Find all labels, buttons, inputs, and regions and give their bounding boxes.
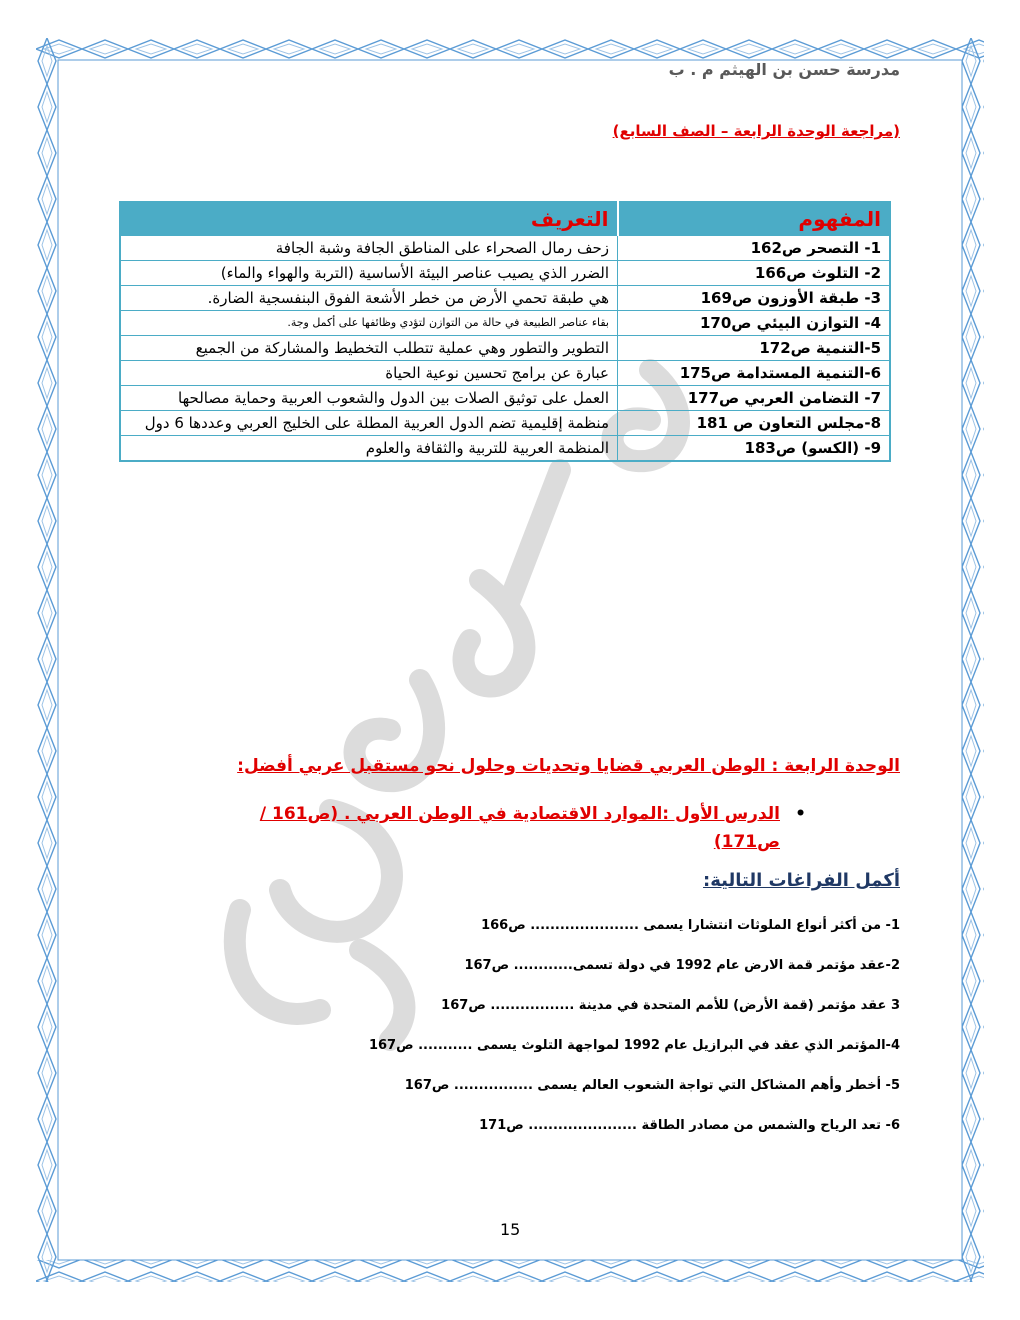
definition-cell: الضرر الذي يصيب عناصر البيئة الأساسية (التربة والهواء والماء) [120,261,618,286]
question-item: 6- تعد الرياح والشمس من مصادر الطاقة ...................... ص171 [479,1118,900,1133]
table-header-row [120,202,890,236]
definition-cell: المنظمة العربية للتربية والثقافة والعلوم [120,436,618,462]
definition-cell: عبارة عن برامج تحسين نوعية الحياة [120,361,618,386]
page-number: 15 [500,1220,521,1239]
term-cell: 2- التلوث ص166 [618,261,891,286]
question-item: 1- من أكثر أنواع الملوثات انتشارا يسمى ...................... ص166 [481,918,900,933]
bullet-icon: • [795,804,806,824]
table-row [120,261,890,286]
question-item: 5- أخطر وأهم المشاكل التي تواجة الشعوب العالم يسمى ................ ص167 [404,1078,900,1093]
table-row [120,311,890,336]
question-item: 2-عقد مؤتمر قمة الارض عام 1992 في دولة تسمى............ ص167 [464,958,900,973]
glossary-table [119,201,891,462]
term-cell: 1- التصحر ص162 [618,236,891,261]
lesson-title: الدرس الأول :الموارد الاقتصادية في الوطن العربي . (ص161 / ص171) [259,804,780,852]
table-row [120,361,890,386]
term-cell: 8-مجلس التعاون ص 181 [618,411,891,436]
term-cell: 6-التنمية المستدامة ص175 [618,361,891,386]
definition-cell: العمل على توثيق الصلات بين الدول والشعوب العربية وحماية مصالحها [120,386,618,411]
term-cell: 3- طبقة الأوزون ص169 [618,286,891,311]
question-item: 4-المؤتمر الذي عقد في البرازيل عام 1992 لمواجهة التلوث يسمى ........... ص167 [368,1038,900,1053]
definition-cell: منظمة إقليمية تضم الدول العربية المطلة على الخليج العربي وعددها 6 دول [120,411,618,436]
definition-cell: هي طبقة تحمي الأرض من خطر الأشعة الفوق البنفسجية الضارة. [120,286,618,311]
term-cell: 5-التنمية ص172 [618,336,891,361]
header-definition: التعريف [120,202,618,236]
table-row [120,411,890,436]
definition-cell: زحف رمال الصحراء على المناطق الجافة وشبة الجافة [120,236,618,261]
table-row [120,336,890,361]
term-cell: 9- (الكسو) ص183 [618,436,891,462]
school-name: مدرسة حسن بن الهيثم م . ب [668,60,900,79]
lesson-title-item [220,800,806,856]
table-row [120,436,890,462]
unit-title: الوحدة الرابعة : الوطن العربي قضايا وتحديات وحلول نحو مستقبل عربي أفضل: [237,756,900,776]
table-row [120,386,890,411]
table-row [120,286,890,311]
definition-cell: التطوير والتطور وهي عملية تتطلب التخطيط والمشاركة من الجميع [120,336,618,361]
definition-cell: بقاء عناصر الطبيعة في حالة من التوازن لتؤدي وظائفها على أكمل وجة. [120,311,618,336]
table-row [120,236,890,261]
term-cell: 4- التوازن البيئي ص170 [618,311,891,336]
question-item: 3 عقد مؤتمر (قمة الأرض) للأمم المتحدة في مدينة ................. ص167 [441,998,900,1013]
review-title: (مراجعة الوحدة الرابعة – الصف السابع) [612,122,900,140]
header-concept: المفهوم [618,202,891,236]
fill-blanks-title: أكمل الفراغات التالية: [703,870,900,891]
term-cell: 7- التضامن العربي ص177 [618,386,891,411]
